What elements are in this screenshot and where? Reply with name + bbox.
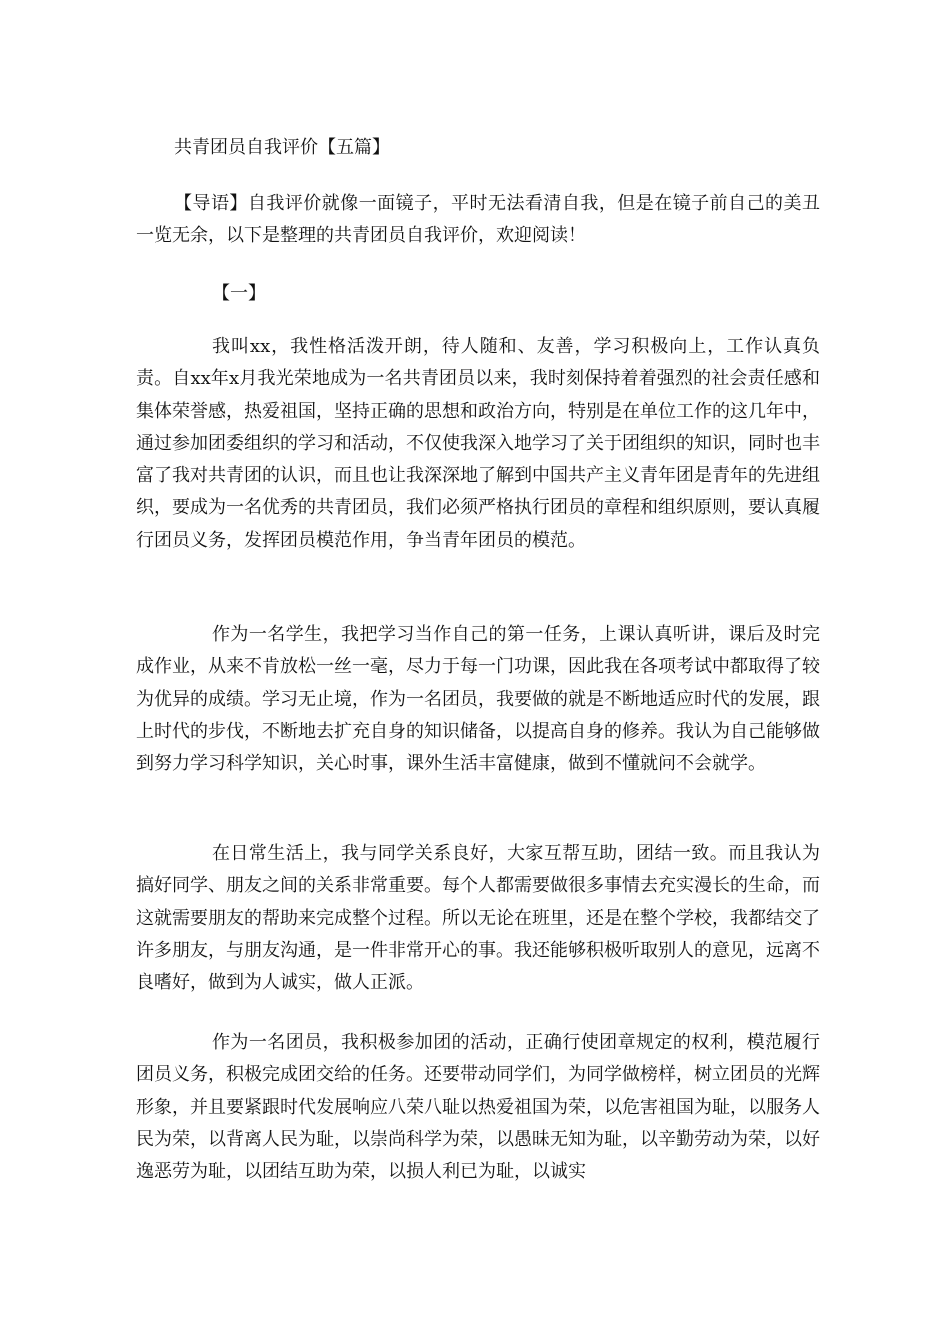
body-paragraph-2: 作为一名学生，我把学习当作自己的第一任务，上课认真听讲，课后及时完成作业，从来不肯放松一丝一毫，尽力于每一门功课，因此我在各项考试中都取得了较为优异的成绩。学习无止境，作为一名团员，我要做的就是不断地适应时代的发展，跟上时代的步伐，不断地去扩充自身的知识储备，以提高自身的修养。我认为自己能够做到努力学习科学知识，关心时事，课外生活丰富健康，做到不懂就问不会就学。 bbox=[136, 624, 820, 775]
body-paragraph-4: 作为一名团员，我积极参加团的活动，正确行使团章规定的权利，模范履行团员义务，积极完成团交给的任务。还要带动同学们，为同学做榜样，树立团员的光辉形象，并且要紧跟时代发展响应八荣八耻以热爱祖国为荣，以危害祖国为耻，以服务人民为荣，以背离人民为耻，以崇尚科学为荣，以愚昧无知为耻，以辛勤劳动为荣，以好逸恶劳为耻，以团结互助为荣，以损人利已为耻，以诚实 bbox=[136, 1032, 820, 1183]
body-paragraph-3: 在日常生活上，我与同学关系良好，大家互帮互助，团结一致。而且我认为搞好同学、朋友之间的关系非常重要。每个人都需要做很多事情去充实漫长的生命，而这就需要朋友的帮助来完成整个过程。所以无论在班里，还是在整个学校，我都结交了许多朋友，与朋友沟通，是一件非常开心的事。我还能够积极听取别人的意见，远离不良嗜好，做到为人诚实，做人正派。 bbox=[136, 843, 820, 994]
lead-paragraph: 【导语】自我评价就像一面镜子，平时无法看清自我，但是在镜子前自己的美丑一览无余，以下是整理的共青团员自我评价，欢迎阅读！ bbox=[136, 193, 820, 246]
document-title: 共青团员自我评价【五篇】 bbox=[174, 137, 390, 158]
body-paragraph-1: 我叫xx，我性格活泼开朗，待人随和、友善，学习积极向上，工作认真负责。自xx年x月我光荣地成为一名共青团员以来，我时刻保持着着强烈的社会责任感和集体荣誉感，热爱祖国，坚持正确的思想和政治方向，特别是在单位工作的这几年中，通过参加团委组织的学习和活动，不仅使我深入地学习了关于团组织的知识，同时也丰富了我对共青团的认识，而且也让我深深地了解到中国共产主义青年团是青年的先进组织，要成为一名优秀的共青团员，我们必须严格执行团员的章程和组织原则，要认真履行团员义务，发挥团员模范作用，争当青年团员的模范。 bbox=[136, 336, 820, 551]
section-heading-one: 【一】 bbox=[212, 283, 266, 304]
